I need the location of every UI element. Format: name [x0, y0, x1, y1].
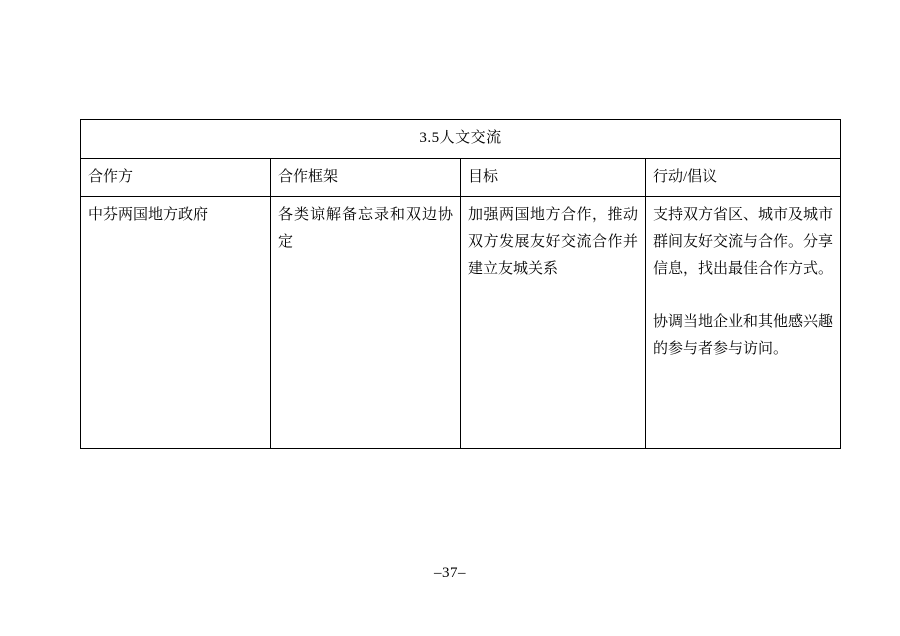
cell-action	[646, 197, 841, 449]
table-header-row	[81, 158, 841, 197]
cell-action-paragraph-2: 协调当地企业和其他感兴趣的参与者参与访问。	[653, 314, 834, 357]
column-header-goal: 目标	[461, 158, 646, 197]
cell-action-paragraph-1: 支持双方省区、城市及城市群间友好交流与合作。分享信息，找出最佳合作方式。	[653, 207, 834, 277]
cell-goal	[461, 197, 646, 449]
cooperation-table	[80, 119, 841, 449]
column-header-partner: 合作方	[81, 158, 271, 197]
cell-partner-paragraph-1: 中芬两国地方政府	[88, 207, 209, 224]
cell-goal-paragraph-1: 加强两国地方合作，推动双方发展友好交流合作并建立友城关系	[468, 207, 638, 277]
column-header-action: 行动/倡议	[646, 158, 841, 197]
table-row	[81, 197, 841, 449]
cell-framework	[271, 197, 461, 449]
table-title-row	[81, 120, 841, 159]
table-title: 3.5人文交流	[81, 120, 841, 159]
cell-partner	[81, 197, 271, 449]
cell-framework-paragraph-1: 各类谅解备忘录和双边协定	[278, 207, 453, 251]
column-header-framework: 合作框架	[271, 158, 461, 197]
page-number: –37–	[434, 565, 466, 581]
